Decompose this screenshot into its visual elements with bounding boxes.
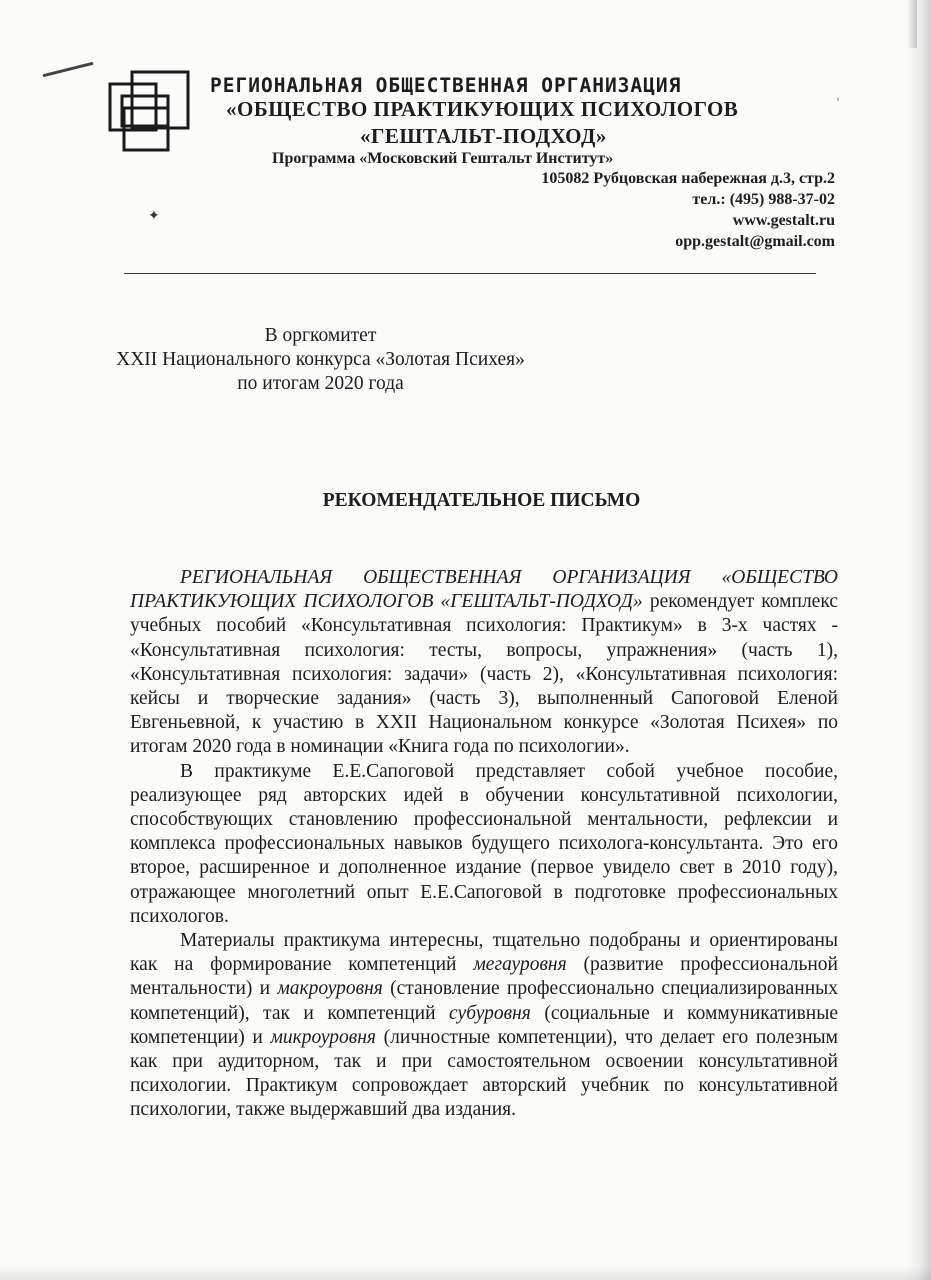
email-link[interactable]: opp.gestalt@gmail.com xyxy=(675,233,835,250)
paragraph-1-text: рекомендует комплекс учебных пособий «Консультативная психология: Практикум» в 3-х частях - «Консультативная психология: тесты, вопросы, упражнения» (часть 1), «Консультативная психология: задачи» (часть 2), «Консультативная психология: кейсы и творческие задания» (часть 3), выполненный Сапоговой Еленой Евгеньевной, к участию в XXII Национальном конкурсе «Золотая Психея» по итогам 2020 года в номинации «Книга года по психологии». xyxy=(130,591,838,758)
scan-bottom-shadow xyxy=(0,1266,931,1280)
pen-mark xyxy=(42,62,93,77)
term-megalevel: мегауровня xyxy=(473,954,567,976)
program-name: Программа «Московский Гештальт Институт» xyxy=(272,150,614,167)
phone-number: тел.: (495) 988-37-02 xyxy=(692,191,835,208)
paragraph-3-text-c: (развитие профессиональной ментальности) и xyxy=(130,954,838,1000)
term-macrolevel: макроуровня xyxy=(277,978,383,1000)
organization-name-line1: РЕГИОНАЛЬНАЯ ОБЩЕСТВЕННАЯ ОРГАНИЗАЦИЯ xyxy=(210,74,682,97)
paragraph-2: В практикуме Е.Е.Сапоговой представляет собой учебное пособие, реализующее ряд авторских идей в обучении консультативной психологии, способствующих становлению профессиональной ментальности, рефлексии и комплекса профессиональных навыков будущего психолога-консультанта. Это его второе, расширенное и дополненное издание (первое увидело свет в 2010 году), отражающее многолетний опыт Е.Е.Сапоговой в подготовке профессиональных психологов. xyxy=(130,760,838,927)
ink-speck: ✦ xyxy=(148,209,160,224)
letter-title: РЕКОМЕНДАТЕЛЬНОЕ ПИСЬМО xyxy=(322,490,641,511)
paragraph-3 xyxy=(130,929,838,1123)
header-divider xyxy=(124,273,816,274)
organization-logo-icon xyxy=(108,70,190,152)
addressee-line2: XXII Национального конкурса «Золотая Психея» xyxy=(116,349,525,370)
paragraph-3-text-e: (становление профессионально специализированных компетенций), так и компетенций xyxy=(130,978,838,1024)
paragraph-3-text-i: (личностные компетенции), что делает его полезным как при аудиторном, так и при самостоятельном освоении консультативной психологии. Практикум сопровождает авторский учебник по консультативной психологии, также выдержавший два издания. xyxy=(130,1026,838,1121)
letter-body xyxy=(130,566,838,1123)
ink-dot: ʼ xyxy=(836,95,840,109)
organization-name-line3: «ГЕШТАЛЬТ-ПОДХОД» xyxy=(360,124,607,148)
paragraph-3-text-g: (социальные и коммуникативные компетенции) и xyxy=(130,1002,838,1048)
scan-edge-shadow xyxy=(905,0,931,1280)
organization-name-italic: РЕГИОНАЛЬНАЯ ОБЩЕСТВЕННАЯ ОРГАНИЗАЦИЯ «ОБЩЕСТВО ПРАКТИКУЮЩИХ ПСИХОЛОГОВ «ГЕШТАЛЬТ-ПОДХОД» xyxy=(130,567,838,613)
postal-address: 105082 Рубцовская набережная д.3, стр.2 xyxy=(541,170,835,187)
addressee-line3: по итогам 2020 года xyxy=(237,373,404,394)
paragraph-3-text-a: Материалы практикума интересны, тщательно подобраны и ориентированы как на формирование компетенций xyxy=(130,930,838,976)
term-microlevel: микроуровня xyxy=(270,1026,376,1048)
term-sublevel: субуровня xyxy=(449,1002,531,1024)
website-link[interactable]: www.gestalt.ru xyxy=(732,212,835,229)
paragraph-1 xyxy=(130,566,838,760)
organization-name-line2: «ОБЩЕСТВО ПРАКТИКУЮЩИХ ПСИХОЛОГОВ xyxy=(226,97,739,121)
addressee-line1: В оргкомитет xyxy=(264,325,377,346)
